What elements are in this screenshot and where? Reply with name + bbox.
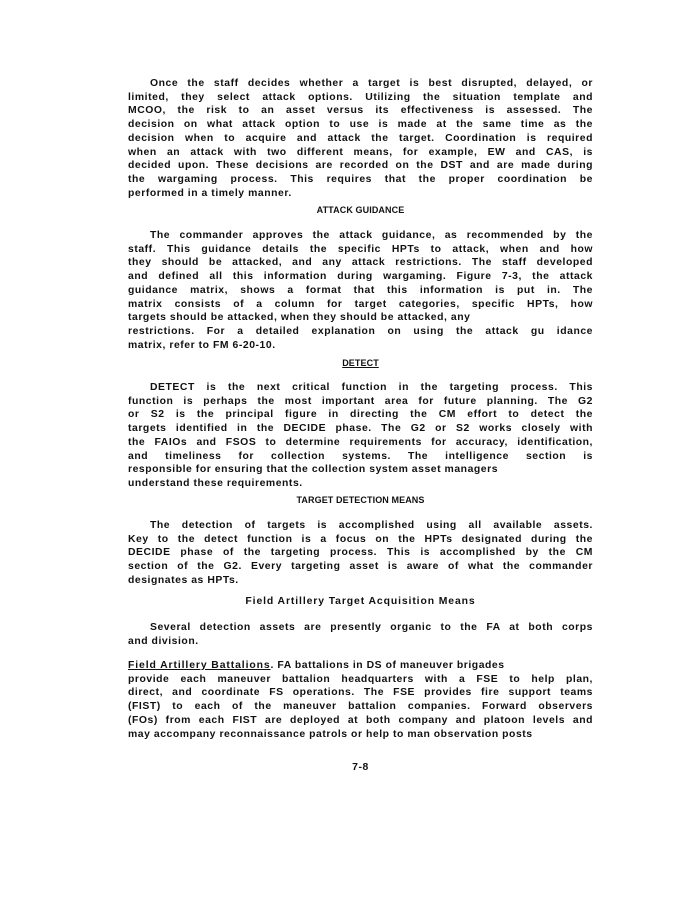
text-line: matrix, refer to FM 6-20-10. xyxy=(128,339,276,351)
text-line: the FAIOs and FSOS to determine requirements for accuracy, identification, xyxy=(128,436,593,448)
text-line: The commander approves the attack guidance, as recommended by the xyxy=(150,230,593,241)
text-line: The detection of targets is accomplished using all available assets. xyxy=(150,520,593,531)
heading-detect: DETECT xyxy=(342,358,379,368)
text-line: Several detection assets are presently organic to the FA at both corps xyxy=(150,622,593,633)
text-line: or S2 is the principal figure in directing the CM effort to detect the xyxy=(128,409,593,421)
text-line: Once the staff decides whether a target is best disrupted, delayed, or xyxy=(150,78,593,89)
text-line: staff. This guidance details the specific HPTs to attack, when and how xyxy=(128,243,593,255)
text-line: direct, and coordinate FS operations. The FSE provides fire support teams xyxy=(128,687,593,699)
text-line: when an attack with two different means, for example, EW and CAS, is xyxy=(128,146,593,158)
text-line: may accompany reconnaissance patrols or help to man observation posts xyxy=(128,728,533,740)
text-line: (FOs) from each FIST are deployed at both company and platoon levels and xyxy=(128,714,593,726)
text-line: and timeliness for collection systems. The intelligence section is xyxy=(128,450,593,462)
text-fragment: . FA battalions in DS of maneuver brigades xyxy=(270,660,505,671)
paragraph-detection-assets xyxy=(128,621,593,648)
text-line: decision when to acquire and attack the target. Coordination is required xyxy=(128,132,593,144)
text-line: provide each maneuver battalion headquarters with a FSE to help plan, xyxy=(128,673,593,685)
text-line: understand these requirements. xyxy=(128,477,303,489)
text-line: DETECT is the next critical function in the targeting process. This xyxy=(150,382,593,393)
text-line xyxy=(128,659,593,673)
text-line: responsible for ensuring that the collection system asset managers xyxy=(128,464,499,476)
text-line: section of the G2. Every targeting asset is aware of what the commander xyxy=(128,561,593,573)
text-line: they should be attacked, and any attack restrictions. The staff developed xyxy=(128,257,593,269)
text-line: MCOO, the risk to an asset versus its effectiveness is assessed. The xyxy=(128,105,593,117)
text-line: Key to the detect function is a focus on the HPTs designated during the xyxy=(128,533,593,545)
text-line: targets should be attacked, when they should be attacked, any xyxy=(128,312,471,324)
text-line: restrictions. For a detailed explanation on using the attack gu idance xyxy=(128,325,593,337)
text-line: limited, they select attack options. Utilizing the situation template and xyxy=(128,91,593,103)
text-line: and defined all this information during wargaming. Figure 7-3, the attack xyxy=(128,271,593,283)
text-line: the wargaming process. This requires that the proper coordination be xyxy=(128,173,593,185)
run-in-heading-fa-battalions: Field Artillery Battalions xyxy=(128,660,271,671)
heading-target-detection-means: TARGET DETECTION MEANS xyxy=(296,495,425,505)
text-line: decided upon. These decisions are recorded on the DST and are made during xyxy=(128,160,593,172)
text-line: matrix consists of a column for target categories, specific HPTs, how xyxy=(128,298,593,310)
paragraph-fa-battalions xyxy=(128,659,593,741)
text-line: performed in a timely manner. xyxy=(128,187,292,199)
paragraph-attack-guidance xyxy=(128,229,593,352)
paragraph-target-detection xyxy=(128,519,593,588)
heading-fa-target-acquisition: Field Artillery Target Acquisition Means xyxy=(245,596,476,607)
text-line: DECIDE phase of the targeting process. This is accomplished by the CM xyxy=(128,547,593,559)
text-line: function is perhaps the most important area for future planning. The G2 xyxy=(128,395,593,407)
text-line: and division. xyxy=(128,635,199,647)
paragraph-attack-options xyxy=(128,77,593,200)
text-line: designates as HPTs. xyxy=(128,574,239,586)
heading-attack-guidance: ATTACK GUIDANCE xyxy=(316,205,405,215)
text-line: (FIST) to each of the maneuver battalion companies. Forward observers xyxy=(128,701,593,713)
text-line: decision on what attack option to use is made at the same time as the xyxy=(128,119,593,131)
paragraph-detect xyxy=(128,381,593,491)
text-line: guidance matrix, shows a format that this information is put in. The xyxy=(128,284,593,296)
page-number: 7-8 xyxy=(352,762,369,773)
text-line: targets identified in the DECIDE phase. The G2 or S2 works closely with xyxy=(128,423,593,435)
